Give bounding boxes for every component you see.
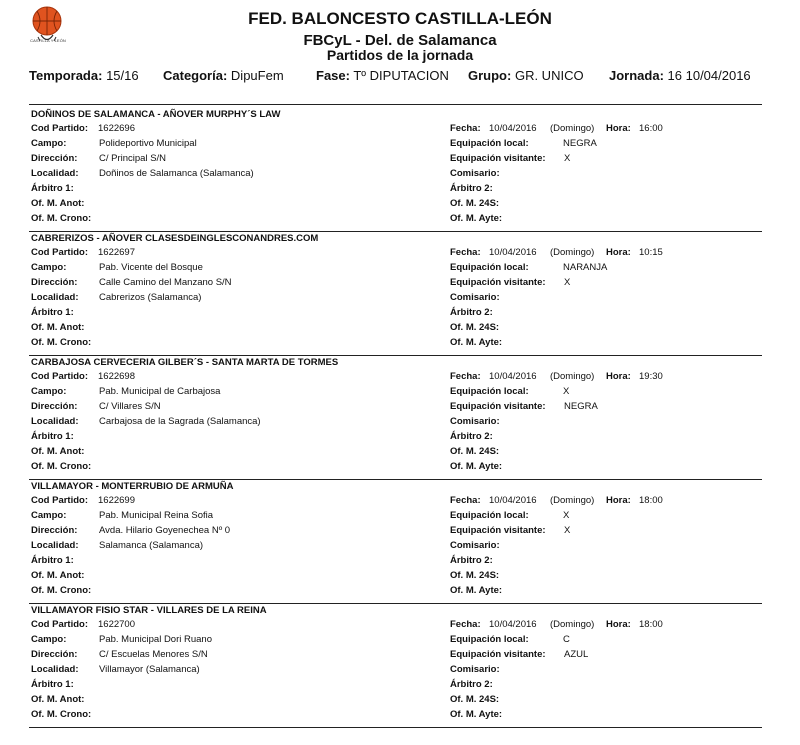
direccion-label: Dirección: [31, 153, 78, 164]
of-m-24s-label: Of. M. 24S: [450, 446, 500, 457]
of-m-crono-label: Of. M. Crono: [31, 709, 92, 720]
equipacion-local-label: Equipación local: [450, 386, 529, 397]
arbitro-1-label: Árbitro 1: [31, 431, 74, 442]
match-row [29, 371, 762, 386]
direccion-label: Dirección: [31, 277, 78, 288]
match-row [29, 198, 762, 213]
equipacion-visitante-value: X [564, 525, 571, 536]
grupo-field [468, 68, 584, 83]
match-title: DOÑINOS DE SALAMANCA - AÑOVER MURPHY´S LAW [31, 109, 281, 120]
localidad-label: Localidad: [31, 292, 79, 303]
match-block [29, 604, 762, 728]
dia-value: (Domingo) [550, 495, 595, 506]
equipacion-visitante-label: Equipación visitante: [450, 649, 546, 660]
hora-label: Hora: [606, 247, 631, 258]
campo-value: Polideportivo Municipal [99, 138, 197, 149]
fecha-label: Fecha: [450, 123, 481, 134]
fecha-value: 10/04/2016 [489, 619, 537, 630]
match-row [29, 570, 762, 585]
fecha-label: Fecha: [450, 247, 481, 258]
equipacion-local-label: Equipación local: [450, 634, 529, 645]
of-m-ayte-label: Of. M. Ayte: [450, 213, 503, 224]
of-m-ayte-label: Of. M. Ayte: [450, 461, 503, 472]
of-m-anot-label: Of. M. Anot: [31, 198, 85, 209]
of-m-24s-label: Of. M. 24S: [450, 198, 500, 209]
cod-partido-label: Cod Partido: [31, 247, 88, 258]
match-row [29, 664, 762, 679]
match-block [29, 108, 762, 232]
of-m-crono-label: Of. M. Crono: [31, 213, 92, 224]
equipacion-visitante-label: Equipación visitante: [450, 525, 546, 536]
match-row [29, 277, 762, 292]
equipacion-local-value: NARANJA [563, 262, 608, 273]
match-row [29, 123, 762, 138]
hora-label: Hora: [606, 619, 631, 630]
direccion-value: Avda. Hilario Goyenechea Nº 0 [99, 525, 231, 536]
localidad-value: Doñinos de Salamanca (Salamanca) [99, 168, 254, 179]
match-row [29, 183, 762, 198]
temporada-value: 15/16 [106, 68, 139, 83]
of-m-crono-label: Of. M. Crono: [31, 461, 92, 472]
of-m-anot-label: Of. M. Anot: [31, 570, 85, 581]
cod-partido-value: 1622700 [98, 619, 135, 630]
fecha-value: 10/04/2016 [489, 247, 537, 258]
cod-partido-label: Cod Partido: [31, 123, 88, 134]
campo-label: Campo: [31, 634, 67, 645]
dia-value: (Domingo) [550, 123, 595, 134]
of-m-ayte-label: Of. M. Ayte: [450, 585, 503, 596]
cod-partido-label: Cod Partido: [31, 495, 88, 506]
jornada-label: Jornada: [609, 68, 664, 83]
match-row [29, 247, 762, 262]
campo-label: Campo: [31, 138, 67, 149]
match-row [29, 585, 762, 600]
equipacion-visitante-value: AZUL [564, 649, 589, 660]
hora-label: Hora: [606, 371, 631, 382]
categoria-value: DipuFem [230, 68, 284, 83]
comisario-label: Comisario: [450, 664, 500, 675]
campo-value: Pab. Municipal Reina Sofia [99, 510, 214, 521]
equipacion-local-label: Equipación local: [450, 262, 529, 273]
match-row [29, 401, 762, 416]
of-m-ayte-label: Of. M. Ayte: [450, 337, 503, 348]
campo-label: Campo: [31, 510, 67, 521]
hora-value: 16:00 [639, 123, 663, 134]
match-row [29, 634, 762, 649]
matches-list [29, 108, 762, 728]
match-row [29, 292, 762, 307]
campo-value: Pab. Municipal Dori Ruano [99, 634, 213, 645]
match-row [29, 679, 762, 694]
equipacion-visitante-label: Equipación visitante: [450, 277, 546, 288]
hora-label: Hora: [606, 123, 631, 134]
fecha-label: Fecha: [450, 495, 481, 506]
arbitro-2-label: Árbitro 2: [450, 307, 493, 318]
match-row [29, 262, 762, 277]
of-m-crono-label: Of. M. Crono: [31, 337, 92, 348]
temporada-label: Temporada: [29, 68, 103, 83]
match-block [29, 356, 762, 480]
arbitro-2-label: Árbitro 2: [450, 431, 493, 442]
arbitro-2-label: Árbitro 2: [450, 183, 493, 194]
match-row [29, 386, 762, 401]
equipacion-visitante-value: X [564, 153, 571, 164]
hora-value: 18:00 [639, 495, 663, 506]
equipacion-local-value: X [563, 386, 570, 397]
match-row [29, 168, 762, 183]
match-row [29, 431, 762, 446]
fecha-label: Fecha: [450, 619, 481, 630]
match-row [29, 525, 762, 540]
of-m-crono-label: Of. M. Crono: [31, 585, 92, 596]
comisario-label: Comisario: [450, 416, 500, 427]
match-row [29, 619, 762, 634]
comisario-label: Comisario: [450, 168, 500, 179]
header-divider [29, 104, 762, 105]
of-m-anot-label: Of. M. Anot: [31, 446, 85, 457]
match-row [29, 153, 762, 168]
of-m-ayte-label: Of. M. Ayte: [450, 709, 503, 720]
arbitro-2-label: Árbitro 2: [450, 555, 493, 566]
localidad-value: Carbajosa de la Sagrada (Salamanca) [99, 416, 261, 427]
equipacion-visitante-value: X [564, 277, 571, 288]
equipacion-visitante-label: Equipación visitante: [450, 401, 546, 412]
match-title: CARBAJOSA CERVECERIA GILBER´S - SANTA MARTA DE TORMES [31, 357, 339, 368]
arbitro-1-label: Árbitro 1: [31, 183, 74, 194]
direccion-value: C/ Villares S/N [99, 401, 161, 412]
fase-field [316, 68, 449, 83]
match-row [29, 510, 762, 525]
equipacion-local-value: X [563, 510, 570, 521]
match-title: VILLAMAYOR - MONTERRUBIO DE ARMUÑA [31, 481, 234, 492]
localidad-label: Localidad: [31, 540, 79, 551]
cod-partido-value: 1622697 [98, 247, 135, 258]
match-title: VILLAMAYOR FISIO STAR - VILLARES DE LA REINA [31, 605, 267, 616]
comisario-label: Comisario: [450, 292, 500, 303]
equipacion-visitante-value: NEGRA [564, 401, 598, 412]
arbitro-2-label: Árbitro 2: [450, 679, 493, 690]
fecha-label: Fecha: [450, 371, 481, 382]
categoria-label: Categoría: [163, 68, 228, 83]
cod-partido-value: 1622698 [98, 371, 135, 382]
cod-partido-label: Cod Partido: [31, 371, 88, 382]
delegation-title: FBCyL - Del. de Salamanca [303, 32, 497, 49]
fecha-value: 10/04/2016 [489, 371, 537, 382]
fecha-value: 10/04/2016 [489, 123, 537, 134]
direccion-label: Dirección: [31, 649, 78, 660]
of-m-24s-label: Of. M. 24S: [450, 570, 500, 581]
campo-label: Campo: [31, 262, 67, 273]
temporada-field [29, 68, 139, 83]
dia-value: (Domingo) [550, 371, 595, 382]
campo-value: Pab. Vicente del Bosque [99, 262, 203, 273]
cod-partido-value: 1622696 [98, 123, 135, 134]
match-row [29, 495, 762, 510]
grupo-value: GR. UNICO [514, 68, 584, 83]
hora-value: 18:00 [639, 619, 663, 630]
equipacion-local-value: C [563, 634, 570, 645]
match-row [29, 694, 762, 709]
equipacion-local-value: NEGRA [563, 138, 597, 149]
page-subtitle: Partidos de la jornada [326, 47, 474, 63]
match-row [29, 555, 762, 570]
equipacion-local-label: Equipación local: [450, 138, 529, 149]
of-m-24s-label: Of. M. 24S: [450, 694, 500, 705]
direccion-value: C/ Principal S/N [99, 153, 167, 164]
direccion-value: Calle Camino del Manzano S/N [99, 277, 232, 288]
hora-value: 19:30 [639, 371, 663, 382]
equipacion-local-label: Equipación local: [450, 510, 529, 521]
jornada-field [609, 68, 751, 83]
arbitro-1-label: Árbitro 1: [31, 679, 74, 690]
match-row [29, 138, 762, 153]
arbitro-1-label: Árbitro 1: [31, 307, 74, 318]
federation-title: FED. BALONCESTO CASTILLA-LEÓN [248, 9, 552, 28]
match-row [29, 709, 762, 724]
logo-caption: CASTILLA Y LEÓN [30, 38, 66, 43]
localidad-value: Villamayor (Salamanca) [99, 664, 200, 675]
match-block [29, 232, 762, 356]
match-row [29, 416, 762, 431]
of-m-anot-label: Of. M. Anot: [31, 322, 85, 333]
hora-value: 10:15 [639, 247, 663, 258]
localidad-label: Localidad: [31, 168, 79, 179]
match-row [29, 649, 762, 664]
direccion-label: Dirección: [31, 401, 78, 412]
match-title: CABRERIZOS - AÑOVER CLASESDEINGLESCONANDRES.COM [31, 233, 319, 244]
localidad-label: Localidad: [31, 416, 79, 427]
comisario-label: Comisario: [450, 540, 500, 551]
match-row [29, 540, 762, 555]
equipacion-visitante-label: Equipación visitante: [450, 153, 546, 164]
match-row [29, 213, 762, 228]
grupo-label: Grupo: [468, 68, 512, 83]
dia-value: (Domingo) [550, 247, 595, 258]
fecha-value: 10/04/2016 [489, 495, 537, 506]
jornada-value: 16 10/04/2016 [667, 68, 751, 83]
cod-partido-label: Cod Partido: [31, 619, 88, 630]
dia-value: (Domingo) [550, 619, 595, 630]
cod-partido-value: 1622699 [98, 495, 135, 506]
campo-value: Pab. Municipal de Carbajosa [99, 386, 221, 397]
localidad-value: Cabrerizos (Salamanca) [99, 292, 202, 303]
match-row [29, 322, 762, 337]
localidad-label: Localidad: [31, 664, 79, 675]
fase-label: Fase: [316, 68, 350, 83]
of-m-24s-label: Of. M. 24S: [450, 322, 500, 333]
hora-label: Hora: [606, 495, 631, 506]
fase-value: Tº DIPUTACION [353, 68, 449, 83]
match-block [29, 480, 762, 604]
arbitro-1-label: Árbitro 1: [31, 555, 74, 566]
match-row [29, 307, 762, 322]
direccion-value: C/ Escuelas Menores S/N [99, 649, 208, 660]
of-m-anot-label: Of. M. Anot: [31, 694, 85, 705]
match-row [29, 446, 762, 461]
match-row [29, 461, 762, 476]
direccion-label: Dirección: [31, 525, 78, 536]
campo-label: Campo: [31, 386, 67, 397]
match-row [29, 337, 762, 352]
categoria-field [163, 68, 284, 83]
localidad-value: Salamanca (Salamanca) [99, 540, 204, 551]
